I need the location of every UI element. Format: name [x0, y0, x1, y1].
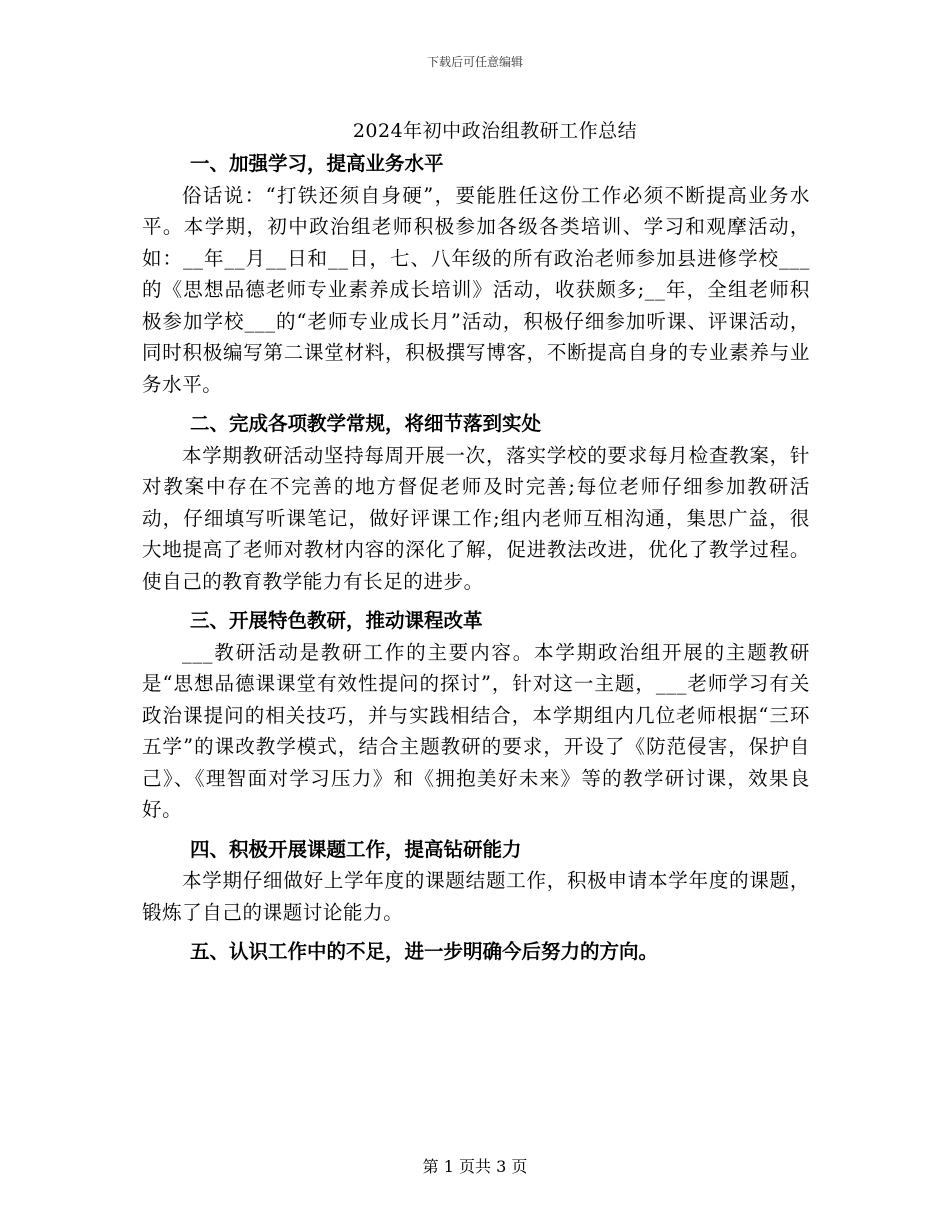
- document-title: 2024年初中政治组教研工作总结: [352, 120, 638, 142]
- section-5: [142, 936, 810, 968]
- section-heading: 三、开展特色教研，推动课程改革: [190, 609, 483, 632]
- section-4: [142, 834, 810, 929]
- document-body: [142, 148, 810, 968]
- page-number: 第 1 页共 3 页: [422, 1157, 528, 1176]
- section-paragraph: 本学期教研活动坚持每周开展一次，落实学校的要求每月检查教案，针对教案中存在不完善的地方督促老师及时完善;每位老师仔细参加教研活动，仔细填写听课笔记，做好评课工作;组内老师互相沟通，集思广益，很大地提高了老师对教材内容的深化了解，促进教法改进，优化了教学过程。使自己的教育教学能力有长足的进步。: [142, 443, 810, 593]
- section-heading: 五、认识工作中的不足，进一步明确今后努力的方向。: [190, 940, 659, 963]
- section-1: [142, 148, 810, 400]
- section-heading: 一、加强学习，提高业务水平: [190, 152, 444, 175]
- section-2: [142, 408, 810, 597]
- section-paragraph: 本学期仔细做好上学年度的课题结题工作，积极申请本学年度的课题，锻炼了自己的课题讨论能力。: [142, 869, 810, 924]
- section-3: [142, 605, 810, 826]
- section-heading: 二、完成各项教学常规，将细节落到实处: [190, 412, 542, 435]
- header-note: 下载后可任意编辑: [426, 55, 523, 69]
- section-paragraph: ___教研活动是教研工作的主要内容。本学期政治组开展的主题教研是“思想品德课课堂有效性提问的探讨”，针对这一主题，___老师学习有关政治课提问的相关技巧，并与实践相结合，本学期组内几位老师根据“三环五学”的课改教学模式，结合主题教研的要求，开设了《防范侵害，保护自己》、《理智面对学习压力》和《拥抱美好未来》等的教学研讨课，效果良好。: [142, 640, 810, 821]
- section-paragraph: 俗话说：“打铁还须自身硬”，要能胜任这份工作必须不断提高业务水平。本学期，初中政治组老师积极参加各级各类培训、学习和观摩活动，如：__年__月__日和__日，七、八年级的所有政治老师参加县进修学校___的《思想品德老师专业素养成长培训》活动，收获颇多;__年，全组老师积极参加学校___的“老师专业成长月”活动，积极仔细参加听课、评课活动，同时积极编写第二课堂材料，积极撰写博客，不断提高自身的专业素养与业务水平。: [142, 183, 810, 396]
- section-heading: 四、积极开展课题工作，提高钻研能力: [190, 837, 522, 861]
